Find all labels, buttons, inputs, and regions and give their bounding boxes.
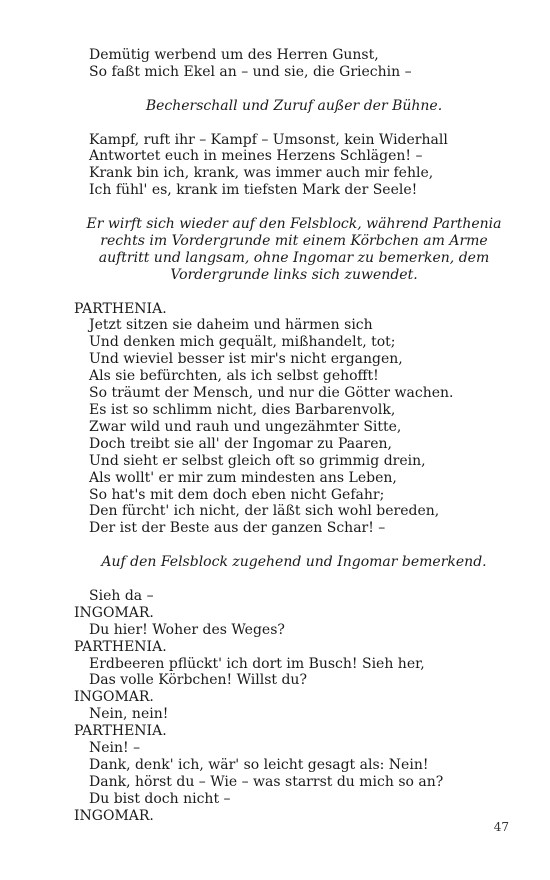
verse-line: So träumt der Mensch, und nur die Götter wachen. bbox=[89, 385, 454, 402]
spacer bbox=[74, 115, 514, 132]
spacer bbox=[74, 537, 514, 554]
speaker-name: INGOMAR. bbox=[74, 807, 154, 824]
verse-line: Du hier! Woher des Weges? bbox=[89, 621, 285, 638]
verse-line: Das volle Körbchen! Willst du? bbox=[89, 672, 307, 689]
verse-line: Antwortet euch in meines Herzens Schlägen! – bbox=[89, 148, 423, 165]
verse-line: Und wieviel besser ist mir's nicht ergangen, bbox=[89, 351, 403, 368]
verse-line: Ich fühl' es, krank im tiefsten Mark der Seele! bbox=[89, 182, 418, 199]
verse-line: Den fürcht' ich nicht, der läßt sich wohl bereden, bbox=[89, 503, 440, 520]
verse-line: Und denken mich gequält, mißhandelt, tot; bbox=[89, 334, 396, 351]
verse-line: Der ist der Beste aus der ganzen Schar! – bbox=[89, 520, 386, 537]
verse-line: Doch treibt sie all' der Ingomar zu Paaren, bbox=[89, 435, 392, 452]
stage-direction: Becherschall und Zuruf außer der Bühne. bbox=[145, 97, 443, 114]
spacer bbox=[74, 571, 514, 588]
verse-line: Demütig werbend um des Herren Gunst, bbox=[89, 47, 379, 63]
verse-line: So hat's mit dem doch eben nicht Gefahr; bbox=[89, 486, 385, 503]
verse-line: Du bist doch nicht – bbox=[89, 790, 231, 807]
verse-line: Jetzt sitzen sie daheim und härmen sich bbox=[89, 317, 373, 334]
verse-line: Dank, hörst du – Wie – was starrst du mich so an? bbox=[89, 773, 444, 790]
speaker-name: PARTHENIA. bbox=[74, 723, 167, 740]
verse-line: Und sieht er selbst gleich oft so grimmig drein, bbox=[89, 452, 426, 469]
verse-line: Es ist so schlimm nicht, dies Barbarenvolk, bbox=[89, 401, 396, 418]
play-text bbox=[74, 47, 514, 825]
spacer bbox=[74, 199, 514, 216]
spacer bbox=[74, 284, 514, 301]
speaker-name: PARTHENIA. bbox=[74, 300, 167, 317]
verse-line: Krank bin ich, krank, was immer auch mir fehle, bbox=[89, 165, 434, 182]
speaker-name: PARTHENIA. bbox=[74, 638, 167, 655]
verse-line: Kampf, ruft ihr – Kampf – Umsonst, kein Widerhall bbox=[89, 131, 448, 148]
verse-line: Zwar wild und rauh und ungezähmter Sitte, bbox=[89, 418, 402, 435]
stage-direction: Auf den Felsblock zugehend und Ingomar bemerkend. bbox=[101, 554, 487, 571]
verse-line: Sieh da – bbox=[89, 587, 154, 604]
stage-direction: Er wirft sich wieder auf den Felsblock, während Parthenia rechts im Vordergrunde mit einem Körbchen am Arme auftritt und langsam, ohne Ingomar zu bemerken, dem Vordergrunde links sich zuwendet. bbox=[86, 216, 502, 283]
verse-line: So faßt mich Ekel an – und sie, die Griechin – bbox=[89, 63, 412, 80]
verse-line: Als wollt' er mir zum mindesten ans Leben, bbox=[89, 469, 397, 486]
verse-line: Nein, nein! bbox=[89, 706, 169, 723]
verse-line: Erdbeeren pflückt' ich dort im Busch! Sieh her, bbox=[89, 655, 425, 672]
spacer bbox=[74, 81, 514, 98]
speaker-name: INGOMAR. bbox=[74, 689, 154, 706]
verse-line: Als sie befürchten, als ich selbst gehofft! bbox=[89, 368, 379, 385]
verse-line: Dank, denk' ich, wär' so leicht gesagt als: Nein! bbox=[89, 756, 429, 773]
page-number: 47 bbox=[493, 820, 509, 834]
speaker-name: INGOMAR. bbox=[74, 604, 154, 621]
verse-line: Nein! – bbox=[89, 740, 141, 757]
